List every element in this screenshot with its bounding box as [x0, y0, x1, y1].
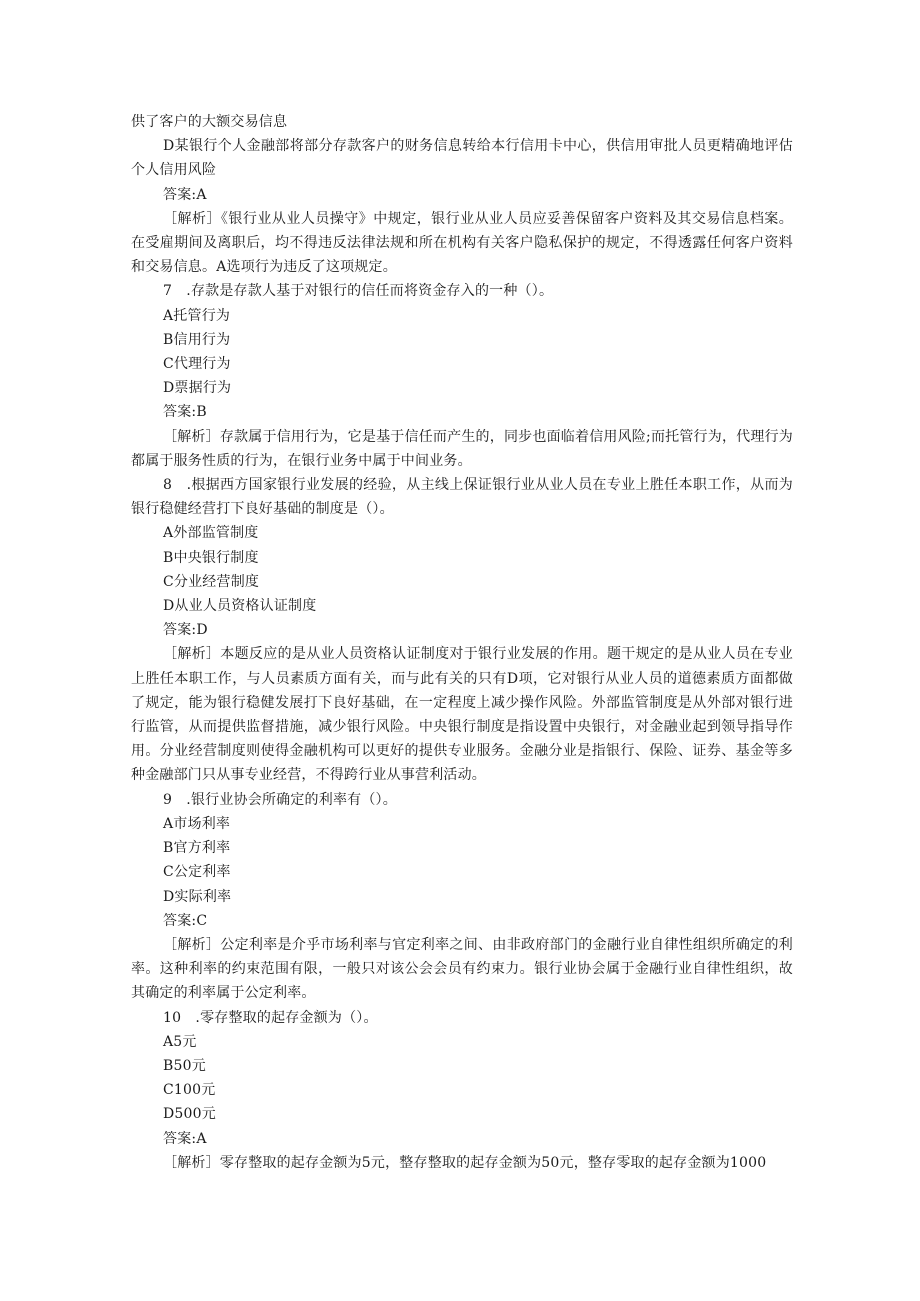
paragraph: C代理行为 — [163, 356, 231, 373]
paragraph: B50元 — [163, 1057, 206, 1074]
paragraph: 9 .银行业协会所确定的利率有（）。 — [163, 791, 397, 808]
paragraph: 答案:C — [163, 912, 208, 929]
paragraph: A外部监管制度 — [163, 525, 259, 542]
paragraph: 10 .零存整取的起存金额为（）。 — [163, 1009, 378, 1026]
paragraph: D实际利率 — [163, 888, 232, 905]
paragraph: B信用行为 — [163, 331, 231, 348]
paragraph: 8 .根据西方国家银行业发展的经验，从主线上保证银行业从业人员在专业上胜任本职工作，从而为银行稳健经营打下良好基础的制度是（）。 — [131, 477, 793, 518]
paragraph: C分业经营制度 — [163, 573, 260, 590]
paragraph: C公定利率 — [163, 864, 231, 881]
paragraph: A托管行为 — [163, 307, 231, 324]
document-body — [131, 110, 793, 1175]
paragraph: A5元 — [163, 1033, 197, 1050]
paragraph: B中央银行制度 — [163, 549, 259, 566]
paragraph: ［解析］本题反应的是从业人员资格认证制度对于银行业发展的作用。题干规定的是从业人员在专业上胜任本职工作，与人员素质方面有关，而与此有关的只有D项，它对银行从业人员的道德素质方面都做了规定，能为银行稳健发展打下良好基础，在一定程度上减少操作风险。外部监管制度是从外部对银行进行监管，从而提供监督措施，减少银行风险。中央银行制度是指设置中央银行，对金融业起到领导指导作用。分业经营制度则使得金融机构可以更好的提供专业服务。金融分业是指银行、保险、证券、基金等多种金融部门只从事专业经营，不得跨行业从事营利活动。 — [131, 646, 793, 784]
paragraph: B官方利率 — [163, 840, 231, 857]
paragraph: A市场利率 — [163, 815, 231, 832]
paragraph: 7 .存款是存款人基于对银行的信任而将资金存入的一种（）。 — [163, 283, 554, 300]
paragraph: C100元 — [163, 1082, 216, 1099]
paragraph: 答案:B — [163, 404, 207, 421]
paragraph: 答案:D — [163, 622, 208, 639]
paragraph: ［解析］零存整取的起存金额为5元，整存整取的起存金额为50元，整存零取的起存金额为1000 — [163, 1154, 767, 1171]
paragraph: 答案:A — [163, 186, 207, 203]
paragraph: D票据行为 — [163, 380, 232, 397]
paragraph: 供了客户的大额交易信息 — [131, 114, 288, 130]
paragraph: D从业人员资格认证制度 — [163, 598, 317, 615]
paragraph: D某银行个人金融部将部分存款客户的财务信息转给本行信用卡中心，供信用审批人员更精确地评估个人信用风险 — [131, 138, 793, 179]
paragraph: 答案:A — [163, 1130, 207, 1147]
paragraph: ［解析］《银行业从业人员操守》中规定，银行业从业人员应妥善保留客户资料及其交易信息档案。在受雇期间及离职后，均不得违反法律法规和所在机构有关客户隐私保护的规定，不得透露任何客户资料和交易信息。A选项行为违反了这项规定。 — [131, 210, 793, 276]
paragraph: ［解析］存款属于信用行为，它是基于信任而产生的，同步也面临着信用风险;而托管行为，代理行为都属于服务性质的行为，在银行业务中属于中间业务。 — [131, 428, 793, 469]
paragraph: ［解析］公定利率是介乎市场利率与官定利率之间、由非政府部门的金融行业自律性组织所确定的利率。这种利率的约束范围有限，一般只对该公会会员有约束力。银行业协会属于金融行业自律性组织，故其确定的利率属于公定利率。 — [131, 936, 793, 1002]
paragraph: D500元 — [163, 1106, 216, 1123]
